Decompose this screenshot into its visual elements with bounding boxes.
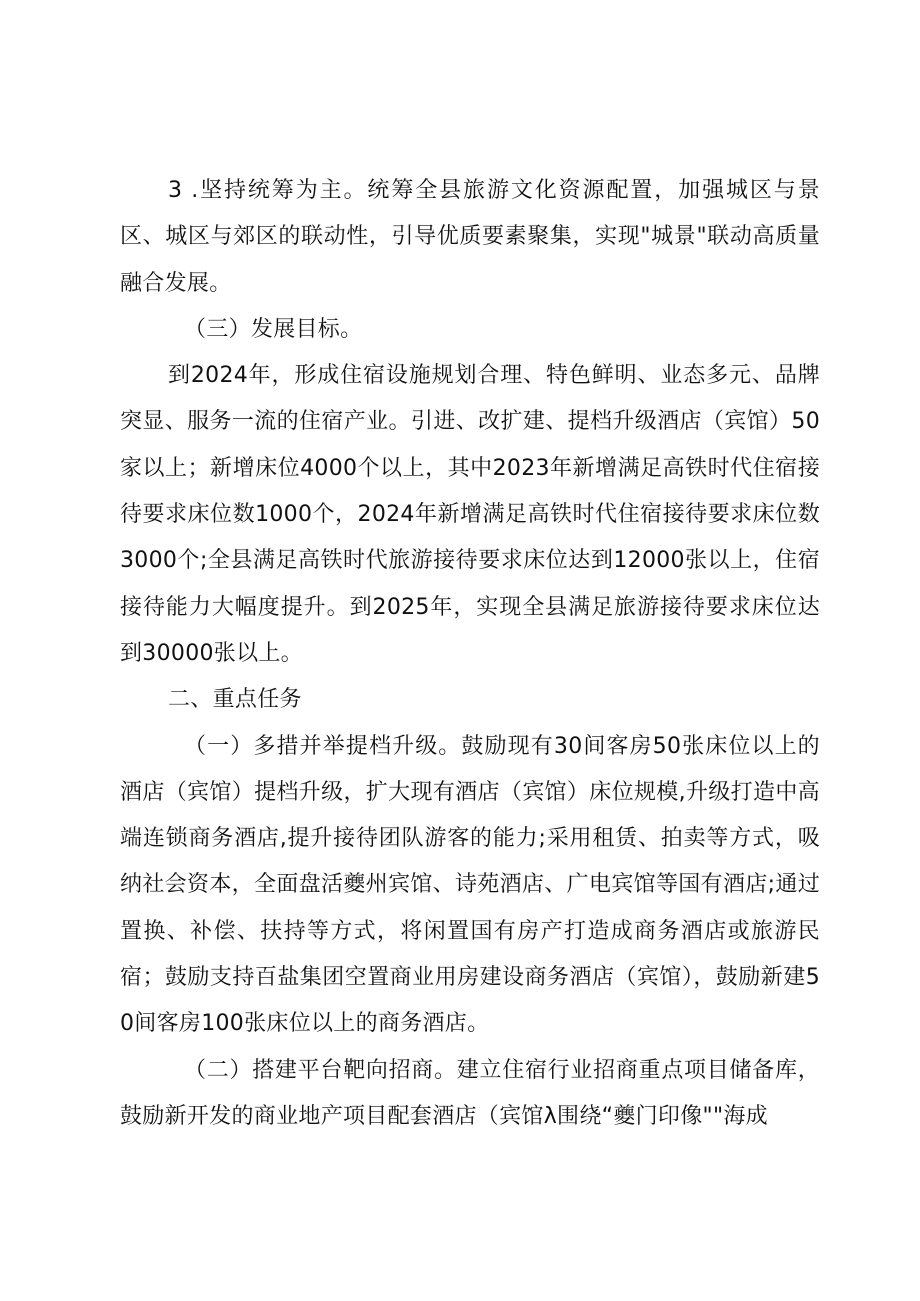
paragraph-development-goals: 到2024年，形成住宿设施规划合理、特色鲜明、业态多元、品牌突显、服务一流的住宿产业。引进、改扩建、提档升级酒店（宾馆）50家以上；新增床位4000个以上，其中2023年新增满足高铁时代住宿接待要求床位数1000个，2024年新增满足高铁时代住宿接待要求床位数3000个;全县满足高铁时代旅游接待要求床位达到12000张以上，住宿接待能力大幅度提升。到2025年，实现全县满足旅游接待要求床位达到30000张以上。: [120, 363, 820, 666]
paragraph-task-2: （二）搭建平台靶向招商。建立住宿行业招商重点项目储备库，鼓励新开发的商业地产项目配套酒店（宾馆λ围绕“夔门印像""海成: [120, 1057, 820, 1129]
paragraph-principle-3: 3 .坚持统筹为主。统筹全县旅游文化资源配置，加强城区与景区、城区与郊区的联动性，引导优质要素聚集，实现"城景"联动高质量融合发展。: [120, 178, 820, 296]
heading-development-goals: （三）发展目标。: [184, 316, 363, 342]
paragraph-task-1: （一）多措并举提档升级。鼓励现有30间客房50张床位以上的酒店（宾馆）提档升级，扩大现有酒店（宾馆）床位规模,升级打造中高端连锁商务酒店,提升接待团队游客的能力;采用租赁、拍卖等方式，吸纳社会资本，全面盘活夔州宾馆、诗苑酒店、广电宾馆等国有酒店;通过置换、补偿、扶持等方式，将闲置国有房产打造成商务酒店或旅游民宿；鼓励支持百盐集团空置商业用房建设商务酒店（宾馆），鼓励新建50间客房100张床位以上的商务酒店。: [120, 733, 820, 1037]
heading-key-tasks: 二、重点任务: [168, 687, 302, 713]
document-body: [120, 168, 820, 1140]
